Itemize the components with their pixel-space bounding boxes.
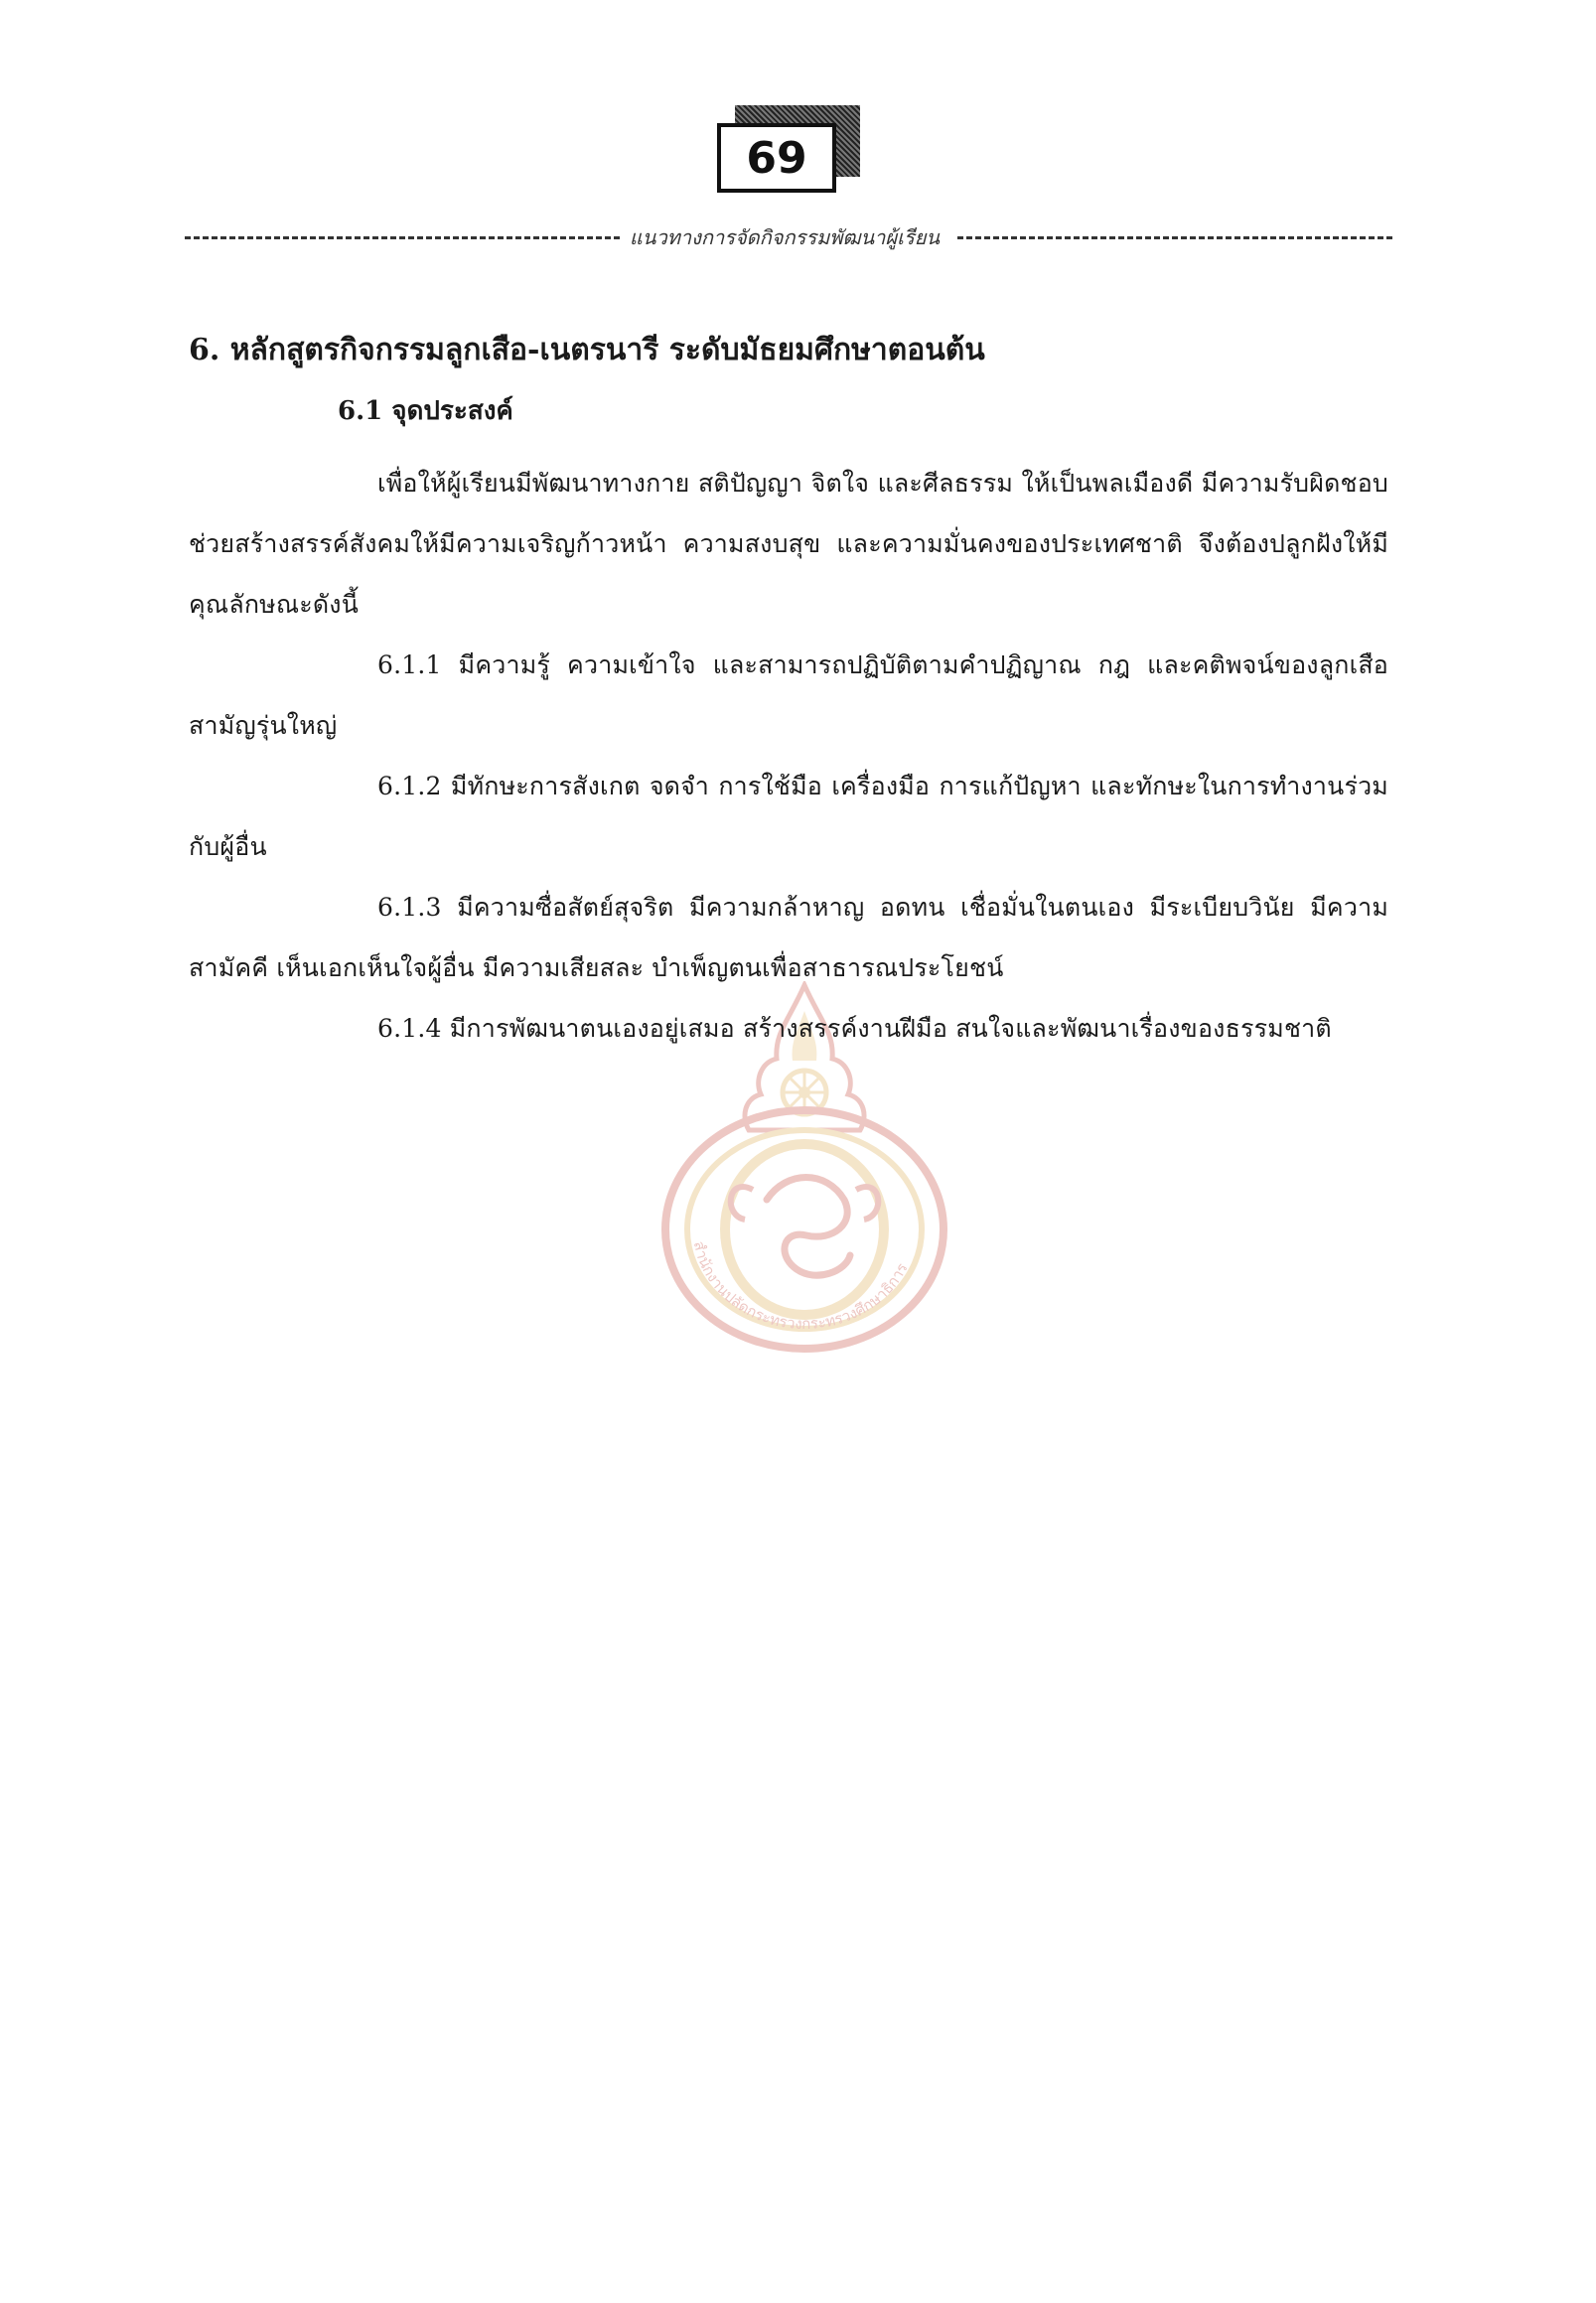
intro-paragraph: เพื่อให้ผู้เรียนมีพัฒนาทางกาย สติปัญญา จิตใจ และศีลธรรม ให้เป็นพลเมืองดี มีความรับผิดชอบ ช่วยสร้างสรรค์สังคมให้มีความเจริญก้าวหน้า ความสงบสุข และความมั่นคงของประเทศชาติ จึงต้องปลูกฝังให้มีคุณลักษณะดังนี้ xyxy=(189,469,1388,619)
subsection-heading: 6.1 จุดประสงค์ xyxy=(338,396,513,426)
page-number-badge xyxy=(717,111,864,195)
svg-text:สำนักงานปลัดกระทรวงกระทรวงศึกษ: สำนักงานปลัดกระทรวงกระทรวงศึกษาธิการ xyxy=(689,1238,912,1334)
objective-item: 6.1.4 มีการพัฒนาตนเองอยู่เสมอ สร้างสรรค์งานฝีมือ สนใจและพัฒนาเรื่องของธรรมชาติ xyxy=(377,1014,1332,1043)
objective-item: 6.1.2 มีทักษะการสังเกต จดจำ การใช้มือ เครื่องมือ การแก้ปัญหา และทักษะในการทำงานร่วมกับผู้อื่น xyxy=(189,772,1388,861)
header-rule-right xyxy=(957,236,1392,239)
objective-item: 6.1.3 มีความซื่อสัตย์สุจริต มีความกล้าหาญ อดทน เชื่อมั่นในตนเอง มีระเบียบวินัย มีความสามัคคี เห็นเอกเห็นใจผู้อื่น มีความเสียสละ บำเพ็ญตนเพื่อสาธารณประโยชน์ xyxy=(189,893,1388,982)
section-heading: 6. หลักสูตรกิจกรรมลูกเสือ-เนตรนารี ระดับมัธยมศึกษาตอนต้น xyxy=(189,333,985,367)
page-number: 69 xyxy=(717,123,836,193)
header-rule-left xyxy=(185,236,620,239)
objective-item: 6.1.1 มีความรู้ ความเข้าใจ และสามารถปฏิบัติตามคำปฏิญาณ กฎ และคติพจน์ของลูกเสือสามัญรุ่นใหญ่ xyxy=(189,650,1388,740)
running-header xyxy=(185,222,1392,252)
document-body xyxy=(189,328,1388,1059)
running-header-text: แนวทางการจัดกิจกรรมพัฒนาผู้เรียน xyxy=(629,225,941,249)
